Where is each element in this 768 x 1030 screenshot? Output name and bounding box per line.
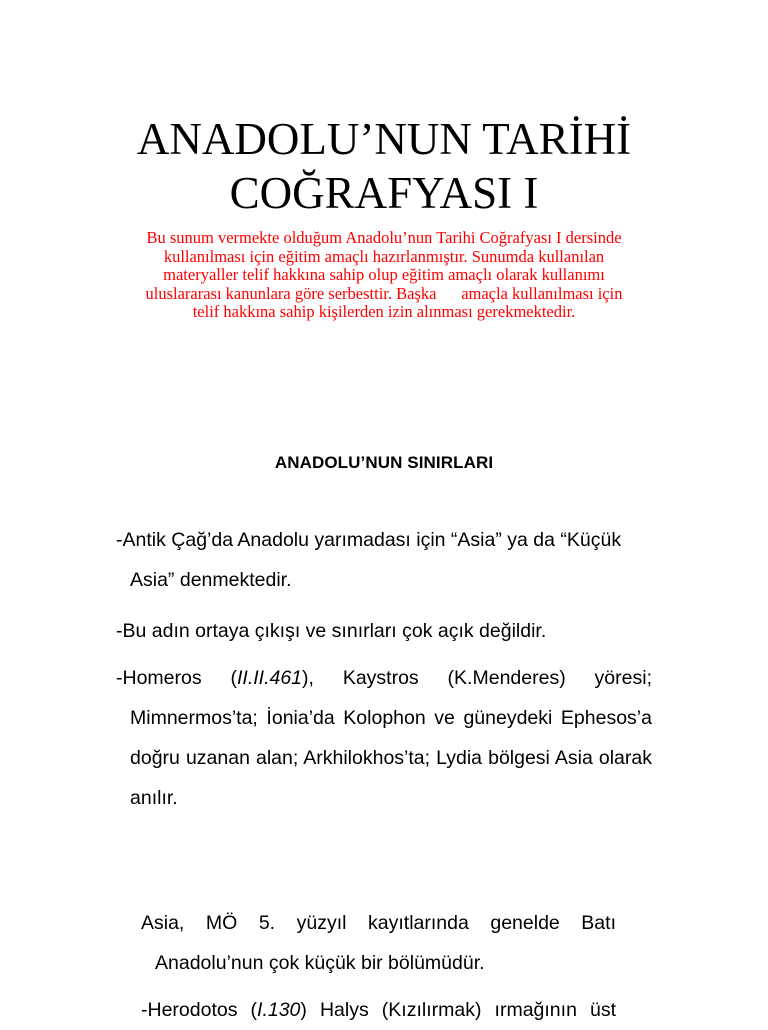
copyright-notice [90,229,678,322]
paragraph-herodotos-text-a: -Herodotos ( [141,999,258,1021]
paragraph-herodotos [141,990,616,1030]
page-title [40,112,728,220]
notice-line-5: telif hakkına sahip kişilerden izin alınması gerekmektedir. [192,302,576,321]
notice-line-2: kullanılması için eğitim amaçlı hazırlanmıştır. Sunumda kullanılan [163,246,605,266]
paragraph-asia-mo5: Asia, MÖ 5. yüzyıl kayıtlarında genelde Batı Anadolu’nun çok küçük bir bölümüdür. [141,912,616,974]
paragraph-homeros-text-a: -Homeros ( [116,667,237,689]
paragraph-antik-cag-line-1: -Antik Çağ’da Anadolu yarımadası için “Asia” ya da “Küçük [116,529,622,551]
title-line-2: COĞRAFYASI I [229,168,539,218]
title-line-1: ANADOLU’NUN TARİHİ [136,114,632,164]
notice-line-1: Bu sunum vermekte olduğum Anadolu’nun Tarihi Coğrafyası I dersinde [146,228,622,247]
notice-line-4: uluslararası kanunlara göre serbesttir. Başka amaçla kullanılması için [145,283,623,303]
paragraph-herodotos-text-b: ) Halys (Kızılırmak) ırmağının üst [300,999,616,1021]
notice-line-3: materyaller telif hakkına sahip olup eğitim amaçlı olarak kullanımı [163,265,605,284]
section-heading: ANADOLU’NUN SINIRLARI [274,453,494,472]
paragraph-antik-cag-line-2: Asia” denmektedir. [130,569,292,591]
homeros-reference: II.II.461 [236,667,303,689]
herodotos-reference: I.130 [257,999,301,1021]
paragraph-homeros [116,658,652,818]
paragraph-antik-cag [116,520,656,600]
paragraph-ad-kokeni: -Bu adın ortaya çıkışı ve sınırları çok açık değildir. [116,620,547,642]
paragraph-homeros-text-b: ), Kaystros (K.Menderes) yöresi; Mimnermos’ta; İonia’da Kolophon ve güneydeki Ephesos’a doğru uzanan alan; Arkhilokhos’ta; Lydia bölgesi Asia olarak anılır. [130,667,652,809]
